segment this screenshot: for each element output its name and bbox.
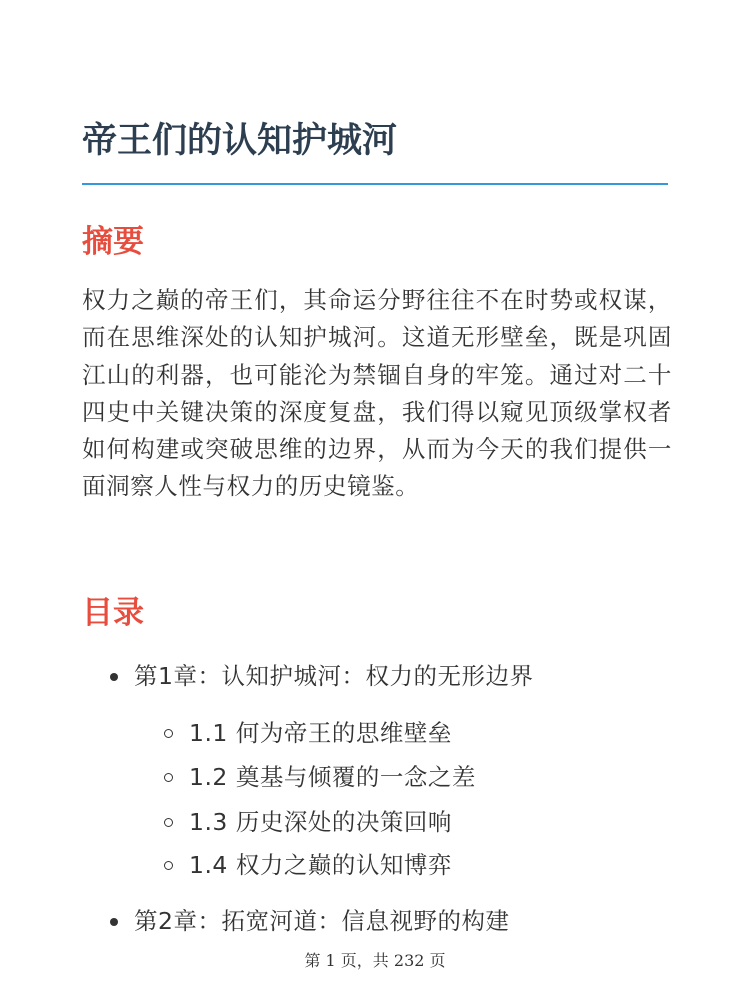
- bullet-disc-icon: [110, 918, 118, 926]
- toc-section-label: 1.3 历史深处的决策回响: [189, 808, 452, 836]
- bullet-circle-icon: [164, 861, 173, 870]
- abstract-paragraph: 权力之巅的帝王们，其命运分野往往不在时势或权谋，而在思维深处的认知护城河。这道无形壁垒，既是巩固江山的利器，也可能沦为禁锢自身的牢笼。通过对二十四史中关键决策的深度复盘，我们得以窥见顶级掌权者如何构建或突破思维的边界，从而为今天的我们提供一面洞察人性与权力的历史镜鉴。: [82, 286, 672, 501]
- toc-section-1-4[interactable]: [189, 849, 452, 881]
- toc-section-1-3[interactable]: [189, 806, 452, 838]
- toc-section-1-1[interactable]: [189, 717, 452, 749]
- abstract-heading: 摘要: [82, 224, 144, 260]
- bullet-circle-icon: [164, 729, 173, 738]
- title-divider: [82, 183, 668, 185]
- bullet-disc-icon: [110, 673, 118, 681]
- bullet-circle-icon: [164, 773, 173, 782]
- toc-chapter-2[interactable]: [134, 905, 509, 937]
- toc-section-label: 1.2 奠基与倾覆的一念之差: [189, 763, 476, 791]
- toc-chapter-1[interactable]: [134, 660, 533, 692]
- toc-section-label: 1.1 何为帝王的思维壁垒: [189, 719, 452, 747]
- document-title: 帝王们的认知护城河: [82, 121, 398, 161]
- toc-section-label: 1.4 权力之巅的认知博弈: [189, 851, 452, 879]
- toc-chapter-label: 第2章：拓宽河道：信息视野的构建: [134, 907, 510, 935]
- bullet-circle-icon: [164, 818, 173, 827]
- page-number: 第 1 页，共 232 页: [304, 951, 446, 970]
- toc-chapter-label: 第1章：认知护城河：权力的无形边界: [134, 662, 534, 690]
- toc-section-1-2[interactable]: [189, 761, 476, 793]
- toc-heading: 目录: [82, 595, 144, 631]
